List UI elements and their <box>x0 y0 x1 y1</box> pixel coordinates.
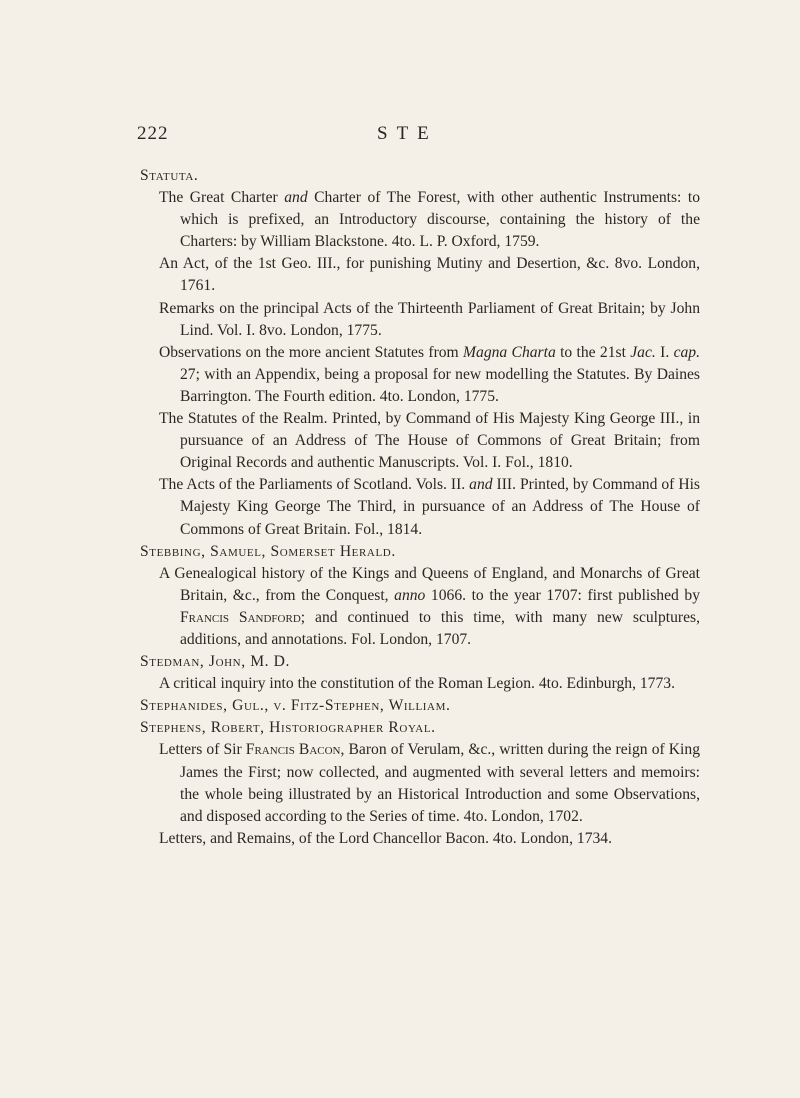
author-heading: Statuta. <box>140 167 199 184</box>
entry-text: ; and continued to this time, with many new sculptures, additions, and annotations. Fol. London, 1707. <box>180 608 701 648</box>
entry-text: A Genealogical history of the Kings and Queens of England, and Monarchs of Great Britain, &c., from the Conquest, <box>159 564 700 604</box>
page-number: 222 <box>137 123 169 144</box>
entry-text: and <box>469 476 493 494</box>
entry-text: Francis Sandford <box>180 608 301 626</box>
entry-text: Letters of Sir <box>159 741 246 759</box>
author-heading: Stedman, John, M. D. <box>140 653 291 671</box>
entry-text: An Act, of the 1st Geo. III., for punishing Mutiny and Desertion, &c. 8vo. London, 1761. <box>159 255 700 295</box>
catalogue-entry <box>159 253 700 297</box>
catalogue-entry <box>159 474 700 540</box>
catalogue-entry <box>159 187 701 253</box>
catalogue-entry <box>159 828 700 850</box>
entry-text: Charter of The Forest, with other authentic Instruments: to which is prefixed, an Introductory discourse, containing the history of the Charters: by William Blackstone. 4to. L. P. Oxford, 1759. <box>180 189 701 251</box>
entry-text: I. <box>655 343 674 361</box>
catalogue-entry <box>159 739 700 827</box>
entry-text: A critical inquiry into the constitution of the Roman Legion. 4to. Edinburgh, 1773. <box>159 675 675 693</box>
entry-text: Francis Bacon <box>245 741 341 759</box>
entry-text: Letters, and Remains, of the Lord Chancellor Bacon. 4to. London, 1734. <box>159 829 612 847</box>
catalogue-entry <box>159 298 700 342</box>
entry-text: , Baron of Verulam, &c., written during the reign of King James the First; now collected, and augmented with several letters and memoirs: the whole being illustrated by an Historical Introduction and some Observations, and disposed according to the Series of time. 4to. London, 1702. <box>180 741 700 825</box>
catalogue-entry <box>159 563 701 651</box>
entry-text: The Statutes of the Realm. Printed, by Command of His Majesty King George III., in pursuance of an Address of The House of Commons of Great Britain; from Original Records and authentic Manuscripts. Vol. I. Fol., 1810. <box>159 410 700 472</box>
entry-text: 27; with an Appendix, being a proposal for new modelling the Statutes. By Daines Barrington. The Fourth edition. 4to. London, 1775. <box>180 365 700 405</box>
author-heading: Stebbing, Samuel, Somerset Herald. <box>140 542 396 560</box>
section-letters: STE <box>377 123 438 144</box>
author-heading: Stephanides, Gul., v. Fitz-Stephen, William. <box>140 697 451 715</box>
catalogue-entries <box>140 165 700 850</box>
entry-text: cap. <box>673 343 700 361</box>
entry-text: Jac. <box>630 343 656 361</box>
entry-text: and <box>284 189 308 207</box>
author-heading: Stephens, Robert, Historiographer Royal. <box>140 719 436 737</box>
entry-text: Observations on the more ancient Statutes from <box>159 343 464 361</box>
catalogue-entry <box>159 342 700 408</box>
catalogue-entry <box>159 408 700 474</box>
entry-text: to the 21st <box>555 343 631 361</box>
entry-text: anno <box>394 586 426 604</box>
entry-text: The Great Charter <box>159 189 285 207</box>
running-head <box>0 123 800 151</box>
catalogue-entry <box>159 673 700 695</box>
entry-text: Remarks on the principal Acts of the Thirteenth Parliament of Great Britain; by John Lind. Vol. I. 8vo. London, 1775. <box>159 299 700 339</box>
entry-text: III. Printed, by Command of His Majesty King George The Third, in pursuance of an Address of The House of Commons of Great Britain. Fol., 1814. <box>180 476 700 538</box>
entry-text: Magna Charta <box>463 343 556 361</box>
entry-text: The Acts of the Parliaments of Scotland. Vols. II. <box>159 476 470 494</box>
entry-text: 1066. to the year 1707: first published by <box>425 586 700 604</box>
